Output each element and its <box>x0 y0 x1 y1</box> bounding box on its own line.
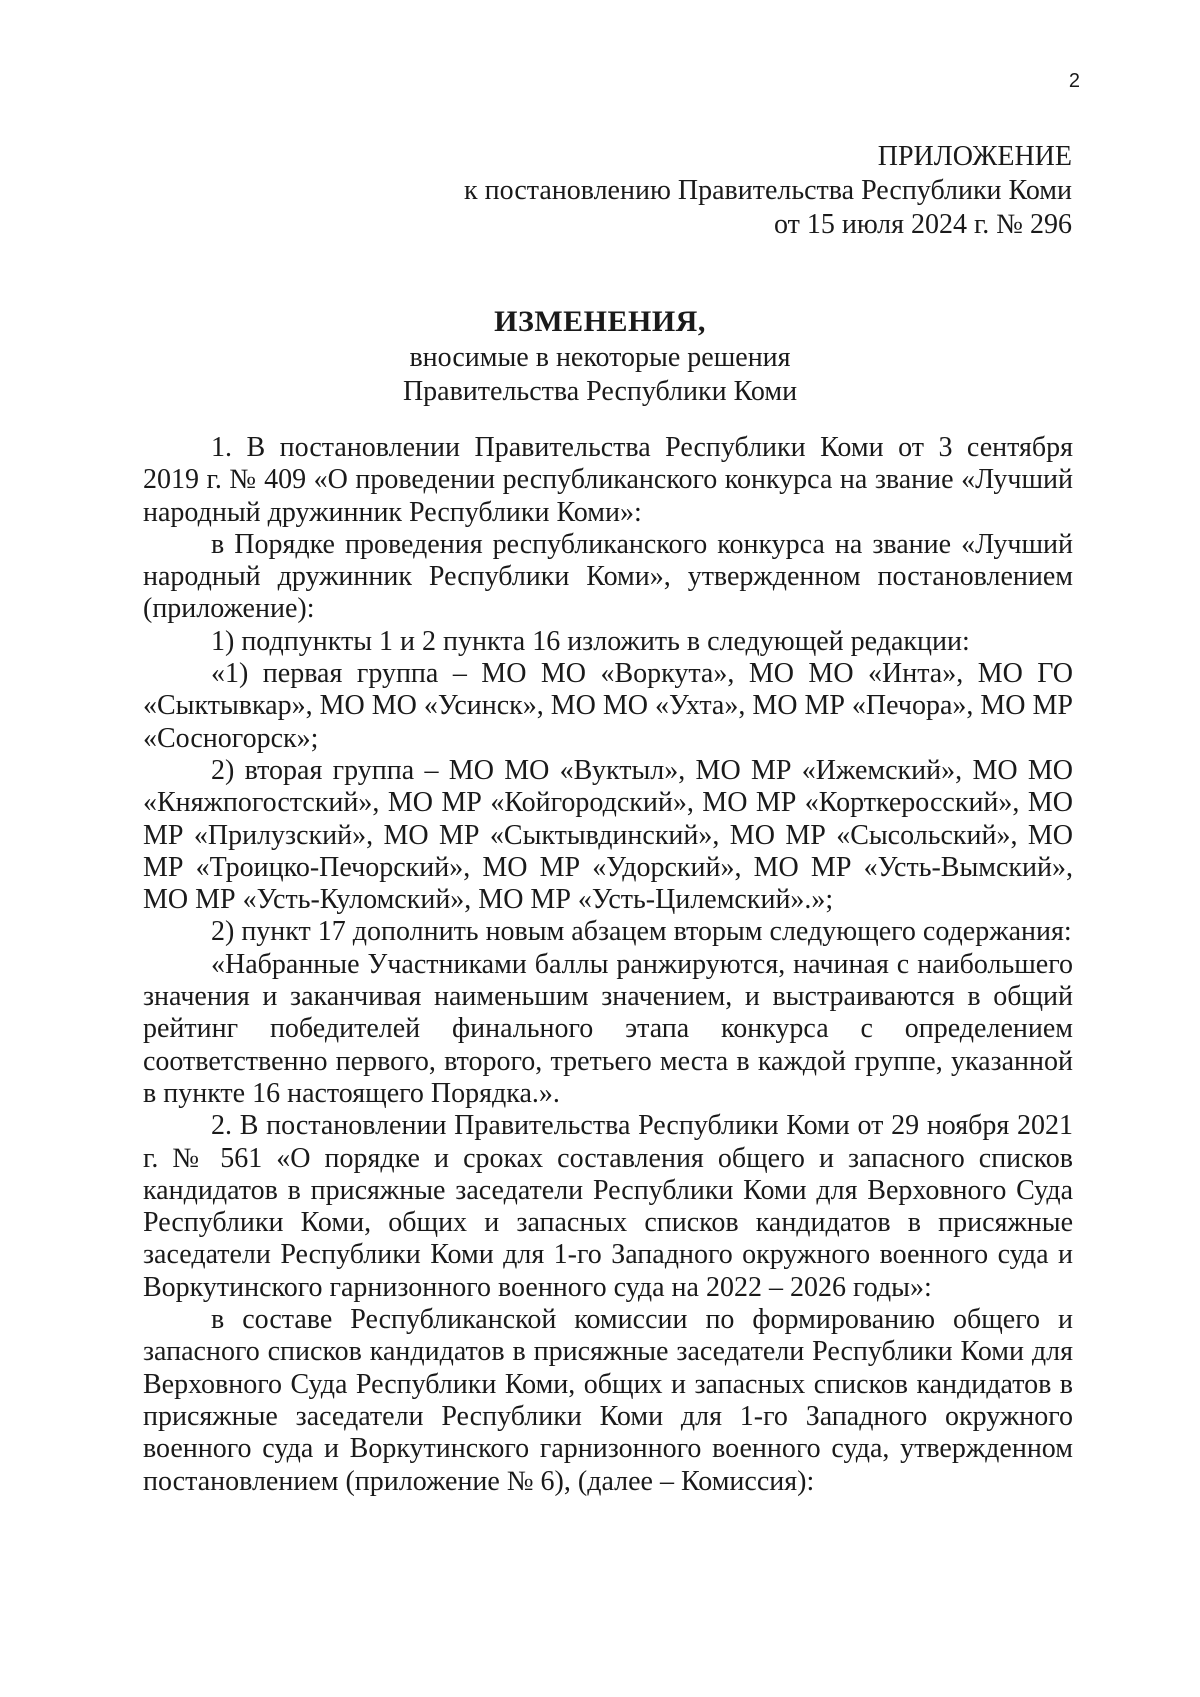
paragraph: 2) пункт 17 дополнить новым абзацем вторым следующего содержания: <box>211 916 1072 948</box>
document-body <box>143 432 1073 1498</box>
appendix-label: ПРИЛОЖЕНИЕ <box>877 141 1072 172</box>
page-number: 2 <box>1068 70 1080 92</box>
document-subtitle-line2: Правительства Республики Коми <box>402 376 798 407</box>
paragraph: 2) вторая группа – МО МО «Вуктыл», МО МР «Ижемский», МО МО «Княжпогостский», МО МР «Койгородский», МО МР «Корткеросский», МО МР «Прилузский», МО МР «Сыктывдинский», МО МР «Сысольский», МО МР «Троицко-Печорский», МО МР «Удорский», МО МР «Усть-Вымский», МО МР «Усть-Куломский», МО МР «Усть-Цилемский».»; <box>143 754 1073 916</box>
paragraph: в Порядке проведения республиканского конкурса на звание «Лучший народный дружинник Республики Коми», утвержденном постановлением (приложение): <box>143 528 1073 625</box>
paragraph: 1. В постановлении Правительства Республики Коми от 3 сентября 2019 г. № 409 «О проведении республиканского конкурса на звание «Лучший народный дружинник Республики Коми»: <box>143 432 1073 528</box>
paragraph: «Набранные Участниками баллы ранжируются, начиная с наибольшего значения и заканчивая наименьшим значением, и выстраиваются в общий рейтинг победителей финального этапа конкурса с определением соответственно первого, второго, третьего места в каждой группе, указанной в пункте 16 настоящего Порядка.». <box>143 948 1073 1109</box>
paragraph: 1) подпункты 1 и 2 пункта 16 изложить в следующей редакции: <box>211 625 970 657</box>
paragraph: в составе Республиканской комиссии по формированию общего и запасного списков кандидатов в присяжные заседатели Республики Коми для Верховного Суда Республики Коми, общих и запасных списков кандидатов в присяжные заседатели Республики Коми для 1-го Западного окружного военного суда и Воркутинского гарнизонного военного суда, утвержденном постановлением (приложение № 6), (далее – Комиссия): <box>143 1304 1073 1497</box>
document-title: ИЗМЕНЕНИЯ, <box>494 305 706 338</box>
document-subtitle-line1: вносимые в некоторые решения <box>409 342 791 373</box>
appendix-date: от 15 июля 2024 г. № 296 <box>774 209 1072 240</box>
paragraph: «1) первая группа – МО МО «Воркута», МО МО «Инта», МО ГО «Сыктывкар», МО МО «Усинск», МО МО «Ухта», МО МР «Печора», МО МР «Сосногорск»; <box>143 658 1073 754</box>
paragraph: 2. В постановлении Правительства Республики Коми от 29 ноября 2021 г. № 561 «О порядке и сроках составления общего и запасного списков кандидатов в присяжные заседатели Республики Коми для Верховного Суда Республики Коми, общих и запасных списков кандидатов в присяжные заседатели Республики Коми для 1-го Западного окружного военного суда и Воркутинского гарнизонного военного суда на 2022 – 2026 годы»: <box>143 1110 1073 1303</box>
appendix-header <box>464 140 1072 242</box>
document-title-block <box>0 303 1200 409</box>
appendix-reference: к постановлению Правительства Республики Коми <box>464 175 1072 206</box>
